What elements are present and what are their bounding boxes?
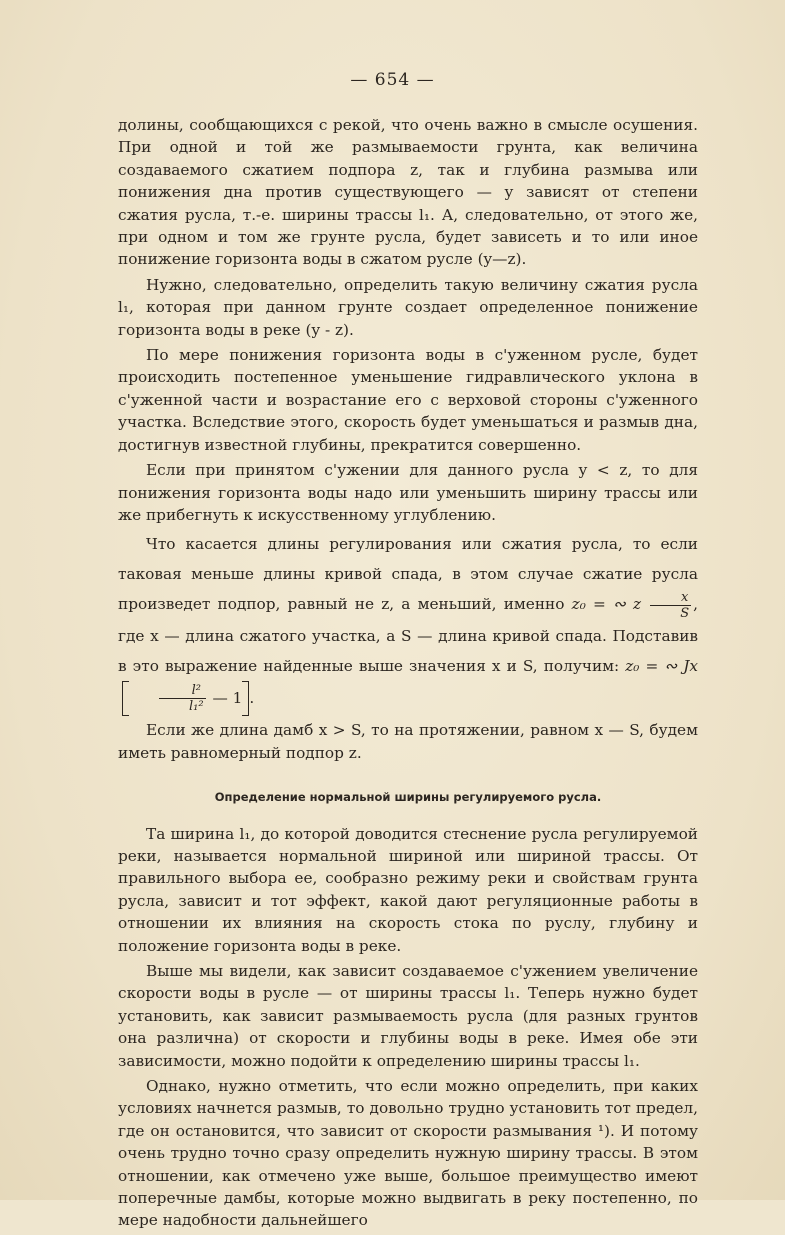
paragraph: Нужно, следовательно, определить такую величину сжатия русла l₁, которая при данном грунте создает определенное понижение горизонта воды в реке (y - z). [118, 275, 698, 339]
fraction-denominator: S [680, 605, 690, 621]
paragraph: По мере понижения горизонта воды в с'уженном русле, будет происходить постепенное уменьшение гидравлического уклона в с'уженной части и возрастание его с верховой стороны с'уженного участка. Вследствие этого, скорость будет уменьшаться и размыв дна, достигнув известной глубины, прекратится совершенно. [118, 346, 698, 454]
paragraph-text: , где x — длина сжатого участка, а S — длина кривой спада. Подставив в это выражение найденные выше значения x и S, получим: [118, 595, 698, 675]
body-text [118, 114, 698, 1235]
fraction-denominator: l₁² [189, 699, 204, 715]
paragraph: Однако, нужно отметить, что если можно определить, при каких условиях начнется размыв, то довольно трудно установить тот предел, где он остановится, что зависит от скорости размывания ¹). И потому очень трудно точно сразу определить нужную ширину трассы. В этом отношении, как отмечено уже выше, большое преимущество имеют поперечные дамбы, которые можно выдвигать в реку постепенно, по мере надобности дальнейшего [118, 1077, 698, 1230]
fraction-l-over-l1 [159, 683, 206, 714]
paragraph: Выше мы видели, как зависит создаваемое с'ужением увеличение скорости воды в русле — от ширины трассы l₁. Теперь нужно будет установить, как зависит размываемость русла (для разных грунтов она различна) от скорости и глубины воды в реке. Имея обе эти зависимости, можно подойти к определению ширины трассы l₁. [118, 961, 698, 1070]
formula-bracket [122, 681, 249, 717]
section-heading: Определение нормальной ширины регулируемого русла. [214, 790, 602, 805]
fraction-x-over-s [650, 590, 691, 621]
page-number: — 654 — [350, 70, 435, 90]
formula-minus-one: — 1 [212, 688, 243, 707]
paragraph: Если же длина дамб x > S, то на протяжении, равном x — S, будем иметь равномерный подпор z. [118, 721, 698, 762]
formula-z0: z₀ = ∾ z [571, 595, 642, 614]
paragraph-text: Что касается длины регулирования или сжатия русла, то если таковая меньше длины кривой спада, в этом случае сжатие русла произведет подпор, равный не z, а меньший, именно [118, 535, 698, 614]
paragraph: долины, сообщающихся с рекой, что очень важно в смысле осушения. При одной и той же размываемости грунта, как величина создаваемого сжатием подпора z, так и глубина размыва или понижения дна против существующего — y зависят от степени сжатия русла, т.-е. ширины трассы l₁. А, следовательно, от этого же, при одном и том же грунте русла, будет зависеть и то или иное понижение горизонта воды в сжатом русле (y—z). [118, 116, 698, 269]
paragraph: Если при принятом с'ужении для данного русла y < z, то для понижения горизонта воды надо или уменьшить ширину трассы или же прибегнуть к искусственному углублению. [118, 461, 698, 524]
paragraph-formula: Что касается длины регулирования или сжатия русла, то если таковая меньше длины кривой спада, в этом случае сжатие русла произведет подпор, равный не z, а меньший, именно z₀ = ∾ z $\frac{x}{S}$ , где x — длина сжатого участка, а S — длина кривой спада. Подставив в это выражение найденные выше значения x и S, получим: z₀ = ∾ Jx $\frac{\text{l²}}{\text{l₁²}}$ — 1 . [118, 535, 698, 715]
fraction-numerator: l² [159, 683, 206, 699]
paragraph: Та ширина l₁, до которой доводится стеснение русла регулируемой реки, называется нормальной шириной или шириной трассы. От правильного выбора ее, сообразно режиму реки и свойствам грунта русла, зависит и тот эффект, какой дают регуляционные работы в отношении их влияния на скорость стока по руслу, глубину и положение горизонта воды в реке. [118, 824, 698, 955]
formula-z0-jx: z₀ = ∾ Jx [625, 656, 698, 675]
fraction-numerator: x [650, 590, 691, 606]
